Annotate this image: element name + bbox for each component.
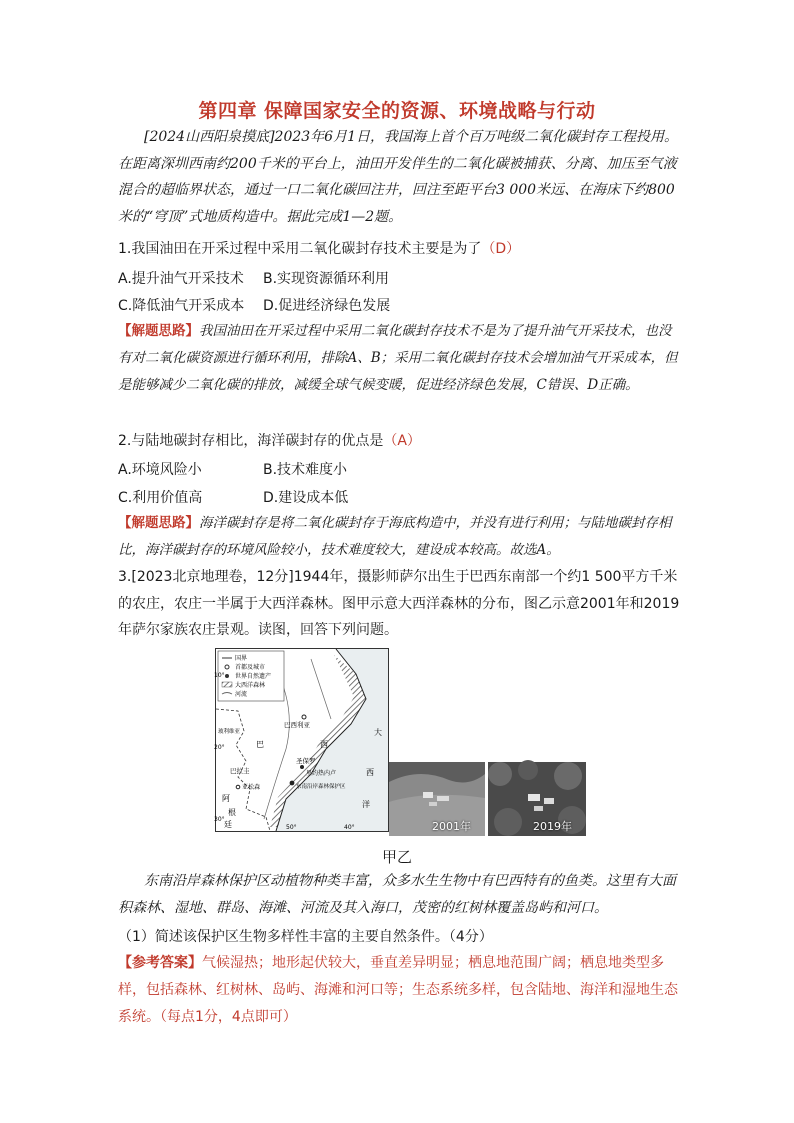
lon-40: 40° [344, 824, 355, 831]
question-2-stem: 2.与陆地碳封存相比，海洋碳封存的优点是 [118, 433, 384, 449]
place-bolivia: 玻利维亚 [218, 729, 241, 735]
place-sao-paulo: 圣保罗 [296, 757, 316, 765]
lon-50: 50° [286, 824, 297, 831]
explanation-text: 我国油田在开采过程中采用二氧化碳封存技术不是为了提升油气开采技术，也没有对二氧化碳资源进行循环利用，排除A、B；采用二氧化碳封存技术会增加油气开采成本，但是能够减少二氧化碳的排放，减缓全球气候变暖，促进经济绿色发展，C错误、D正确。 [118, 323, 678, 393]
question-3-stem: 3.[2023北京地理卷，12分]1944年，摄影师萨尔出生于巴西东南部一个约1 500平方千米的农庄，农庄一半属于大西洋森林。图甲示意大西洋森林的分布，图乙示意2001年和2019年萨尔家族农庄景观。读图，回答下列问题。 [118, 569, 680, 638]
place-reserve: 东南沿岸森林保护区 [296, 784, 346, 790]
place-rio: 里约热内卢 [306, 770, 337, 777]
context-paragraph: 东南沿岸森林保护区动植物种类丰富，众多水生生物中有巴西特有的鱼类。这里有大面积森林、湿地、群岛、海滩、河流及其入海口，茂密的红树林覆盖岛屿和河口。 [118, 873, 676, 916]
explanation-text: 海洋碳封存是将二氧化碳封存于海底构造中，并没有进行利用；与陆地碳封存相比，海洋碳封存的环境风险较小，技术难度较大，建设成本较高。故选A。 [118, 515, 672, 558]
legend-heritage: 世界自然遗产 [235, 673, 272, 680]
reference-answer [118, 950, 684, 1031]
place-gen: 根 [228, 808, 236, 817]
place-xi: 西 [320, 740, 328, 749]
subquestion-1-stem: （1）简述该保护区生物多样性丰富的主要自然条件。（4分） [118, 929, 493, 945]
explanation-tag: 【解题思路】 [118, 515, 199, 531]
option-c: C.利用价值高 [118, 490, 203, 506]
place-a: 阿 [222, 794, 230, 803]
place-yang: 洋 [362, 800, 370, 809]
place-brasilia: 巴西利亚 [284, 721, 310, 729]
question-2 [118, 428, 684, 454]
option-a: A.提升油气开采技术 [118, 271, 244, 287]
reference-answer-text: 气候湿热；地形起伏较大，垂直差异明显；栖息地范围广阔；栖息地类型多样，包括森林、红树林、岛屿、海滩和河口等；生态系统多样，包含陆地、海洋和湿地生态系统。（每点1分，4点即可） [118, 955, 678, 1025]
option-b: B.实现资源循环利用 [263, 271, 390, 287]
legend-city: 首都及城市 [235, 664, 266, 671]
photo-2001 [389, 762, 485, 836]
place-ting: 廷 [224, 820, 232, 829]
question-2-answer: （A） [383, 433, 421, 449]
photo-2019-label: 2019年 [533, 820, 572, 833]
question-1-answer: （D） [481, 241, 521, 257]
forest-map [215, 648, 389, 832]
map-drawing [216, 649, 388, 831]
option-c: C.降低油气开采成本 [118, 298, 245, 314]
place-da: 大 [374, 728, 382, 737]
explanation-tag: 【解题思路】 [118, 323, 199, 339]
legend-river: 河流 [235, 691, 248, 698]
photo-2019 [488, 762, 586, 836]
photo-2001-label: 2001年 [432, 820, 471, 833]
intro-paragraph: [2024山西阳泉摸底]2023年6月1日，我国海上首个百万吨级二氧化碳封存工程投用。在距离深圳西南约200千米的平台上，油田开发伴生的二氧化碳被捕获、分离、加压至气液混合的超临界状态，通过一口二氧化碳回注井，回注至距平台3 000米远、在海床下约800米的“穹顶”式地质构造中。据此完成1—2题。 [118, 129, 678, 225]
legend-border: 国界 [235, 655, 248, 662]
lat-10: 10° [214, 672, 225, 679]
lat-20: 20° [214, 744, 225, 751]
place-ba: 巴 [256, 740, 264, 749]
reference-answer-tag: 【参考答案】 [118, 955, 202, 971]
place-xi2: 西 [366, 768, 374, 777]
lat-30: 30° [214, 816, 225, 823]
question-1 [118, 236, 684, 262]
option-d: D.促进经济绿色发展 [263, 298, 391, 314]
place-paraguay: 巴拉圭 [230, 767, 250, 775]
option-b: B.技术难度小 [263, 462, 348, 478]
question-1-stem: 1.我国油田在开采过程中采用二氧化碳封存技术主要是为了 [118, 241, 482, 257]
question-1-explanation [118, 318, 684, 399]
figure-caption: 甲乙 [381, 848, 412, 866]
legend-forest: 大西洋森林 [235, 682, 266, 689]
question-2-explanation [118, 510, 684, 564]
chapter-title: 第四章 保障国家安全的资源、环境战略与行动 [198, 100, 596, 122]
option-a: A.环境风险小 [118, 462, 202, 478]
option-d: D.建设成本低 [263, 490, 349, 506]
place-asuncion: 亚松森 [242, 784, 261, 791]
